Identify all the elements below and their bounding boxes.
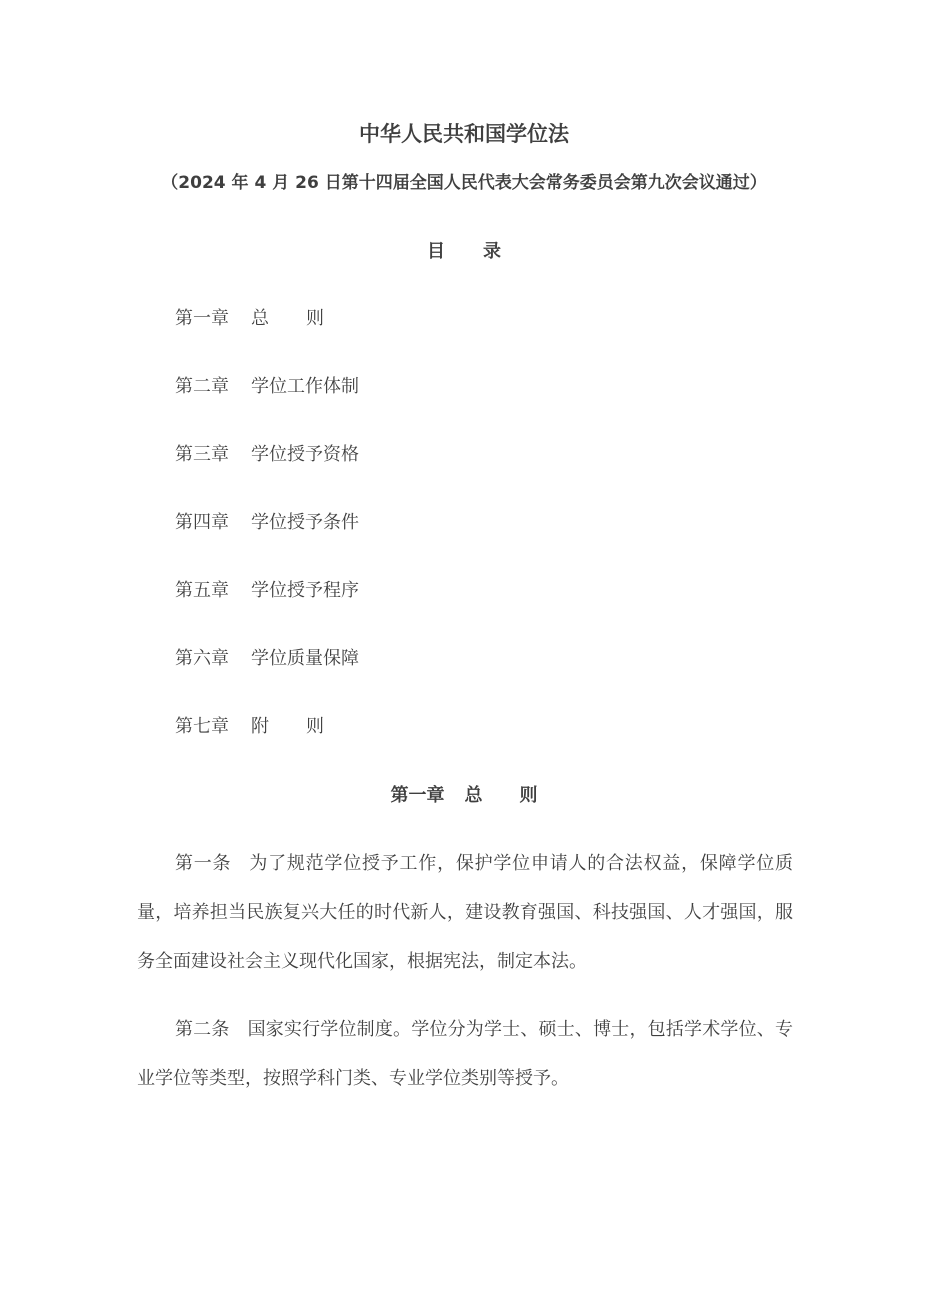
toc-item-chapter-5[interactable] <box>175 577 359 605</box>
toc-item-title: 学位授予程序 <box>251 580 359 601</box>
document-subtitle: （2024 年 4 月 26 日第十四届全国人民代表大会常务委员会第九次会议通过） <box>161 173 767 193</box>
chapter-number: 第一章 <box>390 785 445 806</box>
toc-item-chapter-2[interactable] <box>175 373 359 401</box>
toc-item-title-part2: 则 <box>306 308 324 329</box>
article-number: 第二条 <box>175 1019 230 1040</box>
toc-item-title: 学位授予资格 <box>251 444 359 465</box>
chapter-title-part2: 则 <box>519 785 538 806</box>
toc-item-title: 学位工作体制 <box>251 376 359 397</box>
article-text: 为了规范学位授予工作，保护学位申请人的合法权益，保障学位质量，培养担当民族复兴大任的时代新人，建设教育强国、科技强国、人才强国，服务全面建设社会主义现代化国家，根据宪法，制定本法。 <box>137 853 794 972</box>
toc-item-title-part2: 则 <box>306 716 324 737</box>
toc-item-number: 第二章 <box>175 376 229 397</box>
toc-item-number: 第五章 <box>175 580 229 601</box>
toc-item-number: 第三章 <box>175 444 229 465</box>
toc-item-number: 第一章 <box>175 308 229 329</box>
chapter-heading <box>0 782 928 810</box>
toc-item-chapter-6[interactable] <box>175 645 359 673</box>
toc-item-chapter-1[interactable] <box>175 305 324 333</box>
article-text: 国家实行学位制度。学位分为学士、硕士、博士，包括学术学位、专业学位等类型，按照学科门类、专业学位类别等授予。 <box>137 1019 793 1089</box>
toc-item-number: 第七章 <box>175 716 229 737</box>
article-1 <box>137 839 793 986</box>
article-number: 第一条 <box>175 853 232 874</box>
toc-item-number: 第四章 <box>175 512 229 533</box>
toc-item-title: 学位质量保障 <box>251 648 359 669</box>
toc-item-title-part1: 总 <box>251 308 269 329</box>
toc-heading <box>0 238 928 266</box>
article-2 <box>137 1005 793 1103</box>
toc-item-title-part1: 附 <box>251 716 269 737</box>
toc-item-chapter-3[interactable] <box>175 441 359 469</box>
chapter-title-part1: 总 <box>464 785 483 806</box>
toc-item-number: 第六章 <box>175 648 229 669</box>
toc-item-chapter-7[interactable] <box>175 713 324 741</box>
toc-item-chapter-4[interactable] <box>175 509 359 537</box>
document-title: 中华人民共和国学位法 <box>359 122 569 146</box>
toc-heading-first: 目 <box>427 241 445 262</box>
toc-item-title: 学位授予条件 <box>251 512 359 533</box>
toc-heading-second: 录 <box>483 241 501 262</box>
